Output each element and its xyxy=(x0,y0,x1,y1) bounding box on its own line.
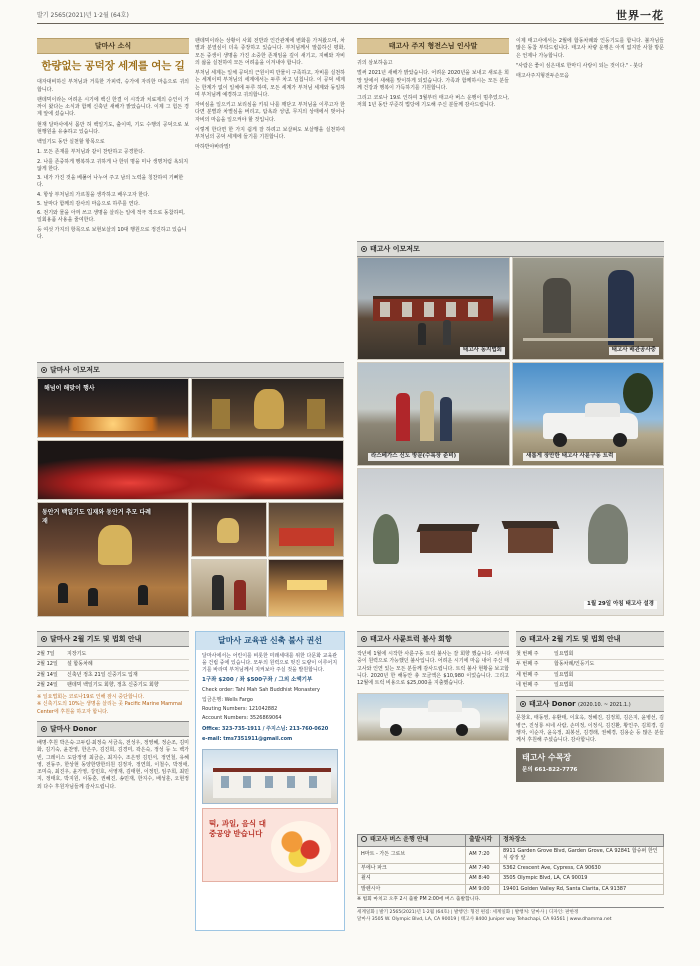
bus-table-header xyxy=(358,835,664,847)
news-paragraph: 부처님 세계는 일체 공덕의 근원이며 만물이 구족하고, 자비를 실천하는 세계이며 부처님의 세계에서는 두루 차고 넘칩니다. 이 공덕 세계는 한계가 없이 일체에 두루 하며, 모든 세계가 부처님 세계와 동일하며 부처님께 예경하고 귀의합니다. xyxy=(195,70,345,98)
truck-project-section xyxy=(357,631,509,741)
bus-row: H마트 - 가든 그로브 AM 7:20 8911 Garden Grove Blvd, Garden Grove, CA 92841 합슈퍼 한인식 광장 앞 xyxy=(358,846,664,864)
bullet-icon xyxy=(520,701,526,707)
schedule-row: 2월 24일 팬데믹 백일기도 회향, 정초 신중기도 회향 xyxy=(37,681,189,691)
donation-contact: Office: 323-735-1911 / 주지스님: 213-760-0620 xyxy=(202,726,329,733)
donation-text: 달마사에서는 어린이를 비롯한 미래세대를 위한 다문화 교육관을 건립 중에 있습니다. 모두의 원력으로 멋진 도량이 이루어지기를 바라며 부처님께서 지켜보아 주실 것을 발원합니다. xyxy=(202,652,338,674)
schedule-table xyxy=(37,650,189,691)
bus-row: 발렌시아 AM 9:00 19401 Golden Valley Rd, Santa Clarita, CA 91387 xyxy=(358,884,664,894)
donation-amounts: 1구좌 $200 / 좌 $500구좌 / 그외 소액기부 xyxy=(202,677,313,684)
dalmasa-news-body xyxy=(37,79,189,241)
photo-new-year-event xyxy=(37,378,189,438)
footer-line: 세계일화 | 발기 2565(2021)년 1·2월 (64호) | 발행인: 형전 편집: 세계일화 | 발행처: 달마사 | 디자인: 판한정 xyxy=(357,910,579,915)
bullet-icon xyxy=(520,636,526,642)
page-header xyxy=(37,8,664,24)
fruit-plate-icon xyxy=(271,821,331,873)
photo-memorial-2 xyxy=(268,502,344,557)
bullet-icon xyxy=(41,726,47,732)
building-rendering xyxy=(202,749,338,804)
dalmasa-photos-section xyxy=(37,362,344,378)
vow-item: 3. 내가 가진 것을 베풀어 나누어 주고 남의 노력을 칭찬하여 기뻐한다. xyxy=(37,175,184,189)
vow-item: 등 여섯 가지의 항목으로 보현보살의 10대 행원으로 정진하고 있습니다. xyxy=(37,226,187,240)
donation-account: Account Numbers: 3526869064 xyxy=(202,715,282,722)
dalmasa-schedule-section xyxy=(37,631,189,791)
temple-greeting-col1 xyxy=(357,38,509,113)
greeting-paragraph: 이제 태고사에서는 2월에 합동차례와 인등기도를 합니다. 불자님들 많은 동참 부탁드립니다. 태고사 차량 운행은 아직 없지만 사찰 방문은 언제나 가능합니다. xyxy=(516,38,664,59)
dalmasa-schedule-title: 달마사 2월 기도 및 법회 안내 xyxy=(37,631,189,647)
donation-ad xyxy=(195,631,345,931)
schedule-row: 2월 14일 신축년 정초 21일 신중기도 입재 xyxy=(37,671,189,681)
truck-project-text: 작년에 1월에 시작한 사륜구동 트럭 불사는 잘 회향 했습니다. 사부대중이 원력으로 가능했던 불사입니다. 어려운 시기에 마음 내어 주신 태고사와 인연 있는 모든 분들께 감사드립니다. 트럭 불사 현황을 보고합니다. 2020년 한 해동안 총 모금액은 $10,980 이었습니다. 그리고 12월에 트럭 비용으로 $25,000을 지출했습니다. xyxy=(357,651,509,687)
schedule-row: 2월 12일 설 합동차례 xyxy=(37,660,189,670)
bus-col-header: 정차장소 xyxy=(500,835,664,847)
schedule-note: ※ 신축기도의 10%는 생명을 살리는 곳 Pacific Marine Mammal Center에 후원을 하고자 합니다. xyxy=(37,701,183,715)
photo-caption: 태고사 동지법회 xyxy=(460,347,505,355)
schedule-row: 네 번째 주 일요법회 xyxy=(516,681,664,691)
taegosa-photos-section xyxy=(357,241,664,257)
greeting-paragraph: 귀의 삼보하옵고 xyxy=(357,60,393,67)
bus-row: 윌셔 AM 8:40 3505 Olympic Blvd, LA, CA 90019 xyxy=(358,874,664,884)
memorial-ad xyxy=(516,748,664,782)
news-paragraph: 팬데믹이라는 어려운 시기에 백신 한결 이 시작과 치료제의 승인이 가까이 왔다는 소식과 함께 신축년 새해가 밝았습니다. 이제 그 힘든 경계 앞에 섰습니다. xyxy=(37,96,189,118)
photo-memorial-3 xyxy=(191,559,267,617)
bus-row: 부에나 파크 AM 7:40 5362 Crescent Ave, Cypress, CA 90630 xyxy=(358,864,664,874)
dalmasa-photos-title: 달마사 이모저모 xyxy=(37,362,344,378)
photo-caption: 새롭게 장만한 태고사 사륜구동 트럭 xyxy=(523,453,616,461)
vow-item: 2. 나를 존중하게 행복하고 귀하게 나 한뒤 명을 미나 생명처럼 욕되지 않게 한다. xyxy=(37,158,189,172)
bullet-icon xyxy=(361,246,367,252)
bullet-icon xyxy=(361,836,367,842)
news-paragraph: 대자대비하신 부처님과 거룩한 가피력, 승가에 자리한 마음으로 귀의합니다. xyxy=(37,79,189,93)
taegosa-schedule-table xyxy=(516,650,664,691)
photo-pipe-work xyxy=(512,257,664,360)
dalmasa-donor-list: 배명·후원 박은숙·고두림·최정숙 서금옥, 전성우, 정영혜, 정순조, 김미화, 김기숙, 윤찬영, 한은주, 김진희, 김경미, 곽은숙, 정성 등 노 백가빈, 그레이스 도담정영 최금순, 최지수, 조은영 김민서, 정연철, 유혜영, 전동주, 한상현 동양한방한의원 김정자, 정연희, 이철수, 박정애, 조미숙, 최진우, 윤가영, 강민호, 서영재, 김태현, 이정민, 임주희, 최민지, 정태호, 박지원, 이동훈, 권혜진, 송민재, 한지수, 배성훈, 오현정 외 다수 후원자님들께 감사드립니다. xyxy=(37,740,189,790)
dalmasa-news-ribbon: 달마사 소식 xyxy=(37,38,189,54)
taegosa-schedule-title: 태고사 2월 기도 및 법회 안내 xyxy=(516,631,664,647)
taegosa-donor-list: 문창호, 태동영, 유환태, 이효옥, 정혜진, 김정희, 김은지, 윤병선, 김병근, 진성룡 씨네 사람, 손미정, 이정식, 김진환, 황인주, 김희경, 김행자, 이순자, 윤옥정, 최봉선, 김경래, 권혜경, 김용순 등 많은 분들께서 후원해 주셨습니다. 감사합니다. xyxy=(516,715,664,744)
photo-snow-landscape xyxy=(357,468,664,616)
taegosa-photos-title: 태고사 이모저모 xyxy=(357,241,664,257)
bus-table xyxy=(357,834,664,895)
memorial-ad-title: 태고사 수목장 xyxy=(522,752,572,763)
taegosa-schedule-section xyxy=(516,631,664,782)
vow-item: 4. 항상 부처님의 가르침을 생각하고 배우고자 한다. xyxy=(37,191,150,198)
memorial-ad-phone: 문의 661-822-7776 xyxy=(522,767,578,774)
news-paragraph: 이렇게 한다면 한 가지 쉽게 잘 하려고 보살펴도 보살행을 실천하여 부처님의 공덕 세계에 들기를 기원합니다. xyxy=(195,126,345,140)
greeting-signature: 태고사주지형전두손모음 xyxy=(516,73,570,79)
greeting-body xyxy=(357,60,509,110)
bullet-icon xyxy=(41,636,47,642)
bus-col-header: 출발시각 xyxy=(466,835,500,847)
truck-project-title: 태고사 사륜트럭 불사 회향 xyxy=(357,631,509,647)
news-paragraph: 자비심을 일으키고 보리심을 키워 나를 깨닫고 부처님을 이루고자 한다면 분별과 차별심을 버리고, 탐욕과 성냄, 무지의 상태에서 벗어나 자비의 마음을 일으켜야 할 것입니다. xyxy=(195,102,345,123)
photo-lasvegas-visit xyxy=(357,362,510,466)
photo-caption: 동안거 백일기도 입재와 동안거 추모 다례재 xyxy=(42,509,151,525)
vow-list xyxy=(37,149,189,241)
news-paragraph: 백일기도 동안 실천할 항목으로 xyxy=(37,139,105,146)
offering-banner xyxy=(202,808,338,882)
photo-memorial-1 xyxy=(191,502,267,557)
temple-greeting-col2 xyxy=(516,38,664,83)
photo-memorial-4 xyxy=(268,559,344,617)
bus-table-title: 태고사 버스 운행 안내 xyxy=(358,835,466,847)
bus-note: ※ 법회 마치고 오후 2시 출발 PM 2:00에 버스 출발합니다. xyxy=(357,896,481,902)
donation-check: Check order: Tahl Mah Sah Buddhist Monastery xyxy=(202,687,320,694)
dalmasa-donor-title: 달마사 Donor xyxy=(37,721,189,737)
dalmasa-news-headline: 한량없는 공덕장 세계를 여는 길 xyxy=(41,60,185,73)
photo-caption: 1월 29일 아침 태고사 설경 xyxy=(584,601,657,609)
taegosa-donor-title: 태고사 Donor (2020.10. ~ 2021.1.) xyxy=(516,696,664,712)
schedule-row: 2월 7일 지장기도 xyxy=(37,650,189,660)
photo-temple-interior xyxy=(191,378,344,438)
issue-info: 발기 2565(2021)년 1·2월 (64호) xyxy=(37,12,129,19)
offering-slogan: 떡, 과일, 음식 대중공양 받습니다 xyxy=(209,818,267,839)
vow-item: 6. 전기와 물을 아껴 쓰고 생명을 살리는 일에 적극 적으로 동참하며, 일회용품 사용을 줄여한다. xyxy=(37,210,185,224)
masthead-logo: 世界一花 xyxy=(616,9,664,22)
footer-line: 달마사 3505 W. Olympic Blvd, LA, CA 90019 | 태고사 8400 Juniper way Tehachapi, CA 93561 | www.dhamma.net xyxy=(357,916,612,922)
donation-bank: 입금은행: Wells Fargo xyxy=(202,696,253,703)
vow-item: 1. 모든 존재를 부처님과 같이 찬탄하고 공경한다. xyxy=(37,149,145,156)
schedule-row: 세 번째 주 일요법회 xyxy=(516,671,664,681)
photo-hundred-day-prayer xyxy=(37,502,189,617)
news-paragraph: 현재 달마사에서 몸만 허 백일기도, 출이며, 기도 수행의 공덕으로 보현행원을 유송하고 있습니다. xyxy=(37,121,189,135)
schedule-row: 첫 번째 주 일요법회 xyxy=(516,650,664,660)
photo-truck xyxy=(357,693,509,741)
photo-caption: 해넘이 해맞이 행사 xyxy=(44,385,95,392)
donation-routing: Routing Numbers: 121042882 xyxy=(202,705,278,712)
photo-caption: 라스베가스 신도 방문(수록장 준비) xyxy=(368,453,459,461)
photo-winter-solstice-service xyxy=(357,257,510,360)
bullet-icon xyxy=(41,367,47,373)
photo-caption: 태고사 배관공사중 xyxy=(609,347,659,355)
donation-email: e-mail: tms7351911@gmail.com xyxy=(202,735,293,742)
greeting-ribbon: 태고사 주지 형전스님 인사말 xyxy=(357,38,509,54)
greeting-paragraph: "사람은 좋이 심은대로 한마디 사랑이 되는 것이다." - 붓다 xyxy=(516,62,643,69)
schedule-note: ※ 일요법회는 코로나19로 인해 잠시 중단합니다. xyxy=(37,694,145,701)
bullet-icon xyxy=(361,636,367,642)
photo-candles xyxy=(37,440,344,500)
donation-title: 달마사 교육관 신축 불사 권선 xyxy=(196,632,344,650)
greeting-paragraph: 벌써 2021년 새해가 밝았습니다. 어려운 2020년을 보내고 새로운 희망 앞에서 새해를 맞이하게 되었습니다. 가족과 함께하시는 모든 분들께 건강과 행복이 가득하기를 기원합니다. xyxy=(357,70,509,91)
bus-schedule-section xyxy=(357,834,664,904)
news-closing: 마하반야바라밀! xyxy=(195,144,231,151)
news-paragraph: 팬데믹이라는 상황이 사회 전반과 인간관계에 변화를 가져왔으며, 차별과 분열심이 더욱 증장하고 있습니다. 부처님께서 말씀하신 평화, 모든 중생이 생명을 가진 소중한 존재임을 깊이 새기고, 지혜와 자비의 삶을 실천하여 모든 어려움을 이겨내야 합니다. xyxy=(195,38,345,66)
greeting-paragraph: 그리고 코로나 19로 인하여 3월부터 태고사 버스 운행이 멈추었으나, 저희 1년 동안 꾸준히 법당에 기도해 주신 분들께 감사드립니다. xyxy=(357,95,509,109)
dalmasa-news-col1 xyxy=(37,38,189,243)
dalmasa-news-col2 xyxy=(195,38,345,155)
schedule-row: 두 번째 주 합동차례/인등기도 xyxy=(516,660,664,670)
photo-new-truck xyxy=(512,362,664,466)
vow-item: 5. 날마다 함께의 감사의 마음으로 하루를 연다. xyxy=(37,200,140,207)
page-footer xyxy=(357,907,664,923)
